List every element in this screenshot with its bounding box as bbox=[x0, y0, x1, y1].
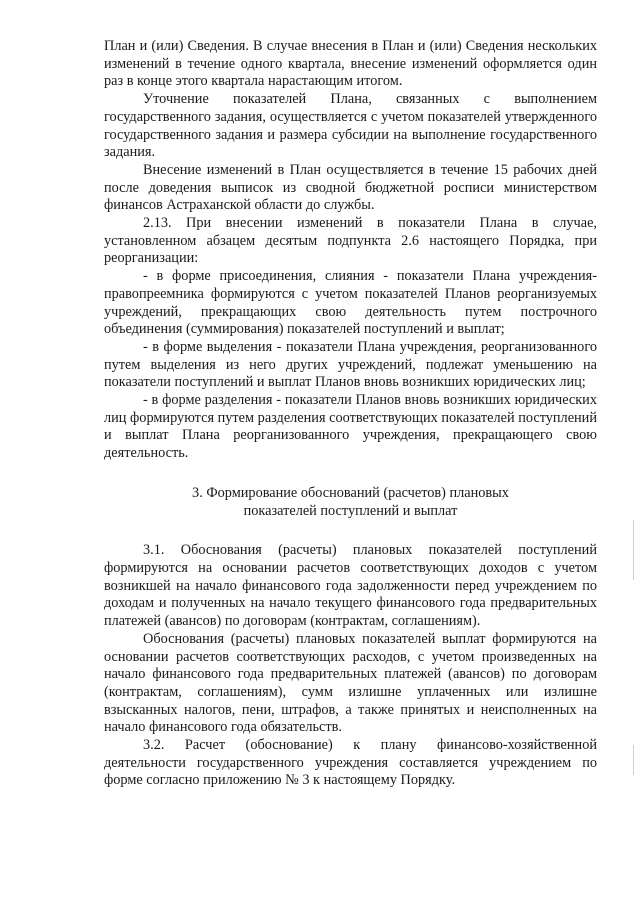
section-title: 3. Формирование обоснований (расчетов) плановых bbox=[192, 484, 509, 501]
paragraph-3-1: 3.1. Обоснования (расчеты) плановых показателей поступлений формируются на основании расчетов соответствующих доходов с учетом возникшей на начало финансового года задолженности перед учреждением по доходам и полученных на начало текущего финансового года предварительных платежей (авансов) по договорам (контрактам, соглашениям). bbox=[104, 542, 597, 630]
paragraph-clarification: Уточнение показателей Плана, связанных с выполнением государственного задания, осуществляется с учетом показателей утвержденного государственного задания и размера субсидии на выполнение государственного задания. bbox=[104, 91, 597, 161]
scan-margin-mark bbox=[633, 520, 634, 580]
paragraph-3-2: 3.2. Расчет (обоснование) к плану финансово-хозяйственной деятельности государственного учреждения составляется учреждением по форме согласно приложению № 3 к настоящему Порядку. bbox=[104, 737, 597, 789]
paragraph-division: - в форме разделения - показатели Планов вновь возникших юридических лиц формируются путем разделения соответствующих показателей поступлений и выплат Плана реорганизованного учреждения, прекращающего свою деятельность. bbox=[104, 392, 597, 462]
paragraph-merger: - в форме присоединения, слияния - показатели Плана учреждения-правопреемника формируются с учетом показателей Планов реорганизуемых учреждений, прекращающих свою деятельность путем построчного объединения (суммирования) показателей поступлений и выплат; bbox=[104, 268, 597, 338]
paragraph-plan-changes: План и (или) Сведения. В случае внесения в План и (или) Сведения нескольких изменений в течение одного квартала, внесение изменений оформляется один раз в конце этого квартала нарастающим итогом. bbox=[104, 38, 597, 90]
paragraph-deadline: Внесение изменений в План осуществляется в течение 15 рабочих дней после доведения выписок из сводной бюджетной росписи министерством финансов Астраханской области до службы. bbox=[104, 161, 597, 214]
document-body bbox=[104, 38, 597, 790]
scan-margin-mark bbox=[633, 745, 634, 775]
paragraph-expense-justification: Обоснования (расчеты) плановых показателей выплат формируются на основании расчетов соответствующих расходов, с учетом произведенных на начало финансового года предварительных платежей (авансов) по договорам (контрактам, соглашениям), сумм излишне уплаченных или излишне взысканных налогов, пени, штрафов, а также принятых и неисполненных на начало финансового года обязательств. bbox=[104, 630, 597, 736]
paragraph-2-13: 2.13. При внесении изменений в показатели Плана в случае, установленном абзацем десятым подпункта 2.6 настоящего Порядка, при реорганизации: bbox=[104, 215, 597, 267]
section-title-continued: показателей поступлений и выплат bbox=[243, 502, 458, 519]
paragraph-spin-off: - в форме выделения - показатели Плана учреждения, реорганизованного путем выделения из него других учреждений, подлежат уменьшению на показатели поступлений и выплат Планов вновь возникших юридических лиц; bbox=[104, 338, 597, 391]
